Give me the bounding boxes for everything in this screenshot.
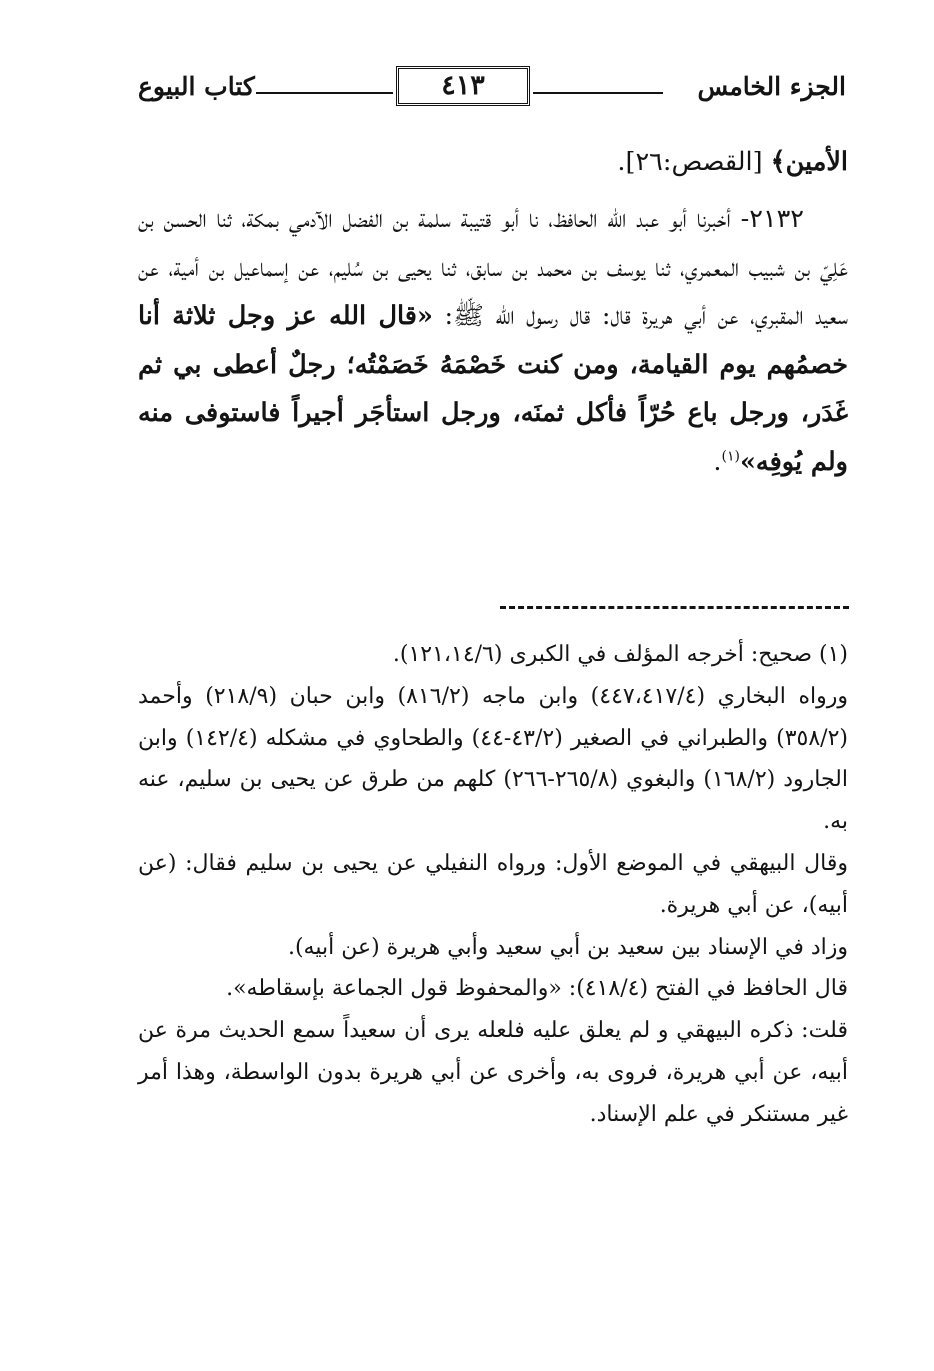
- footnotes: [138, 634, 848, 1136]
- footnote-takhrij: ورواه البخاري (٤٤٧،٤١٧/٤) وابن ماجه (٨١٦/٢) وابن حبان (٢١٨/٩) وأحمد (٣٥٨/٢) والطبراني في الصغير (٤٣/٢-٤٤) والطحاوي في مشكله (١٤٢/٤) وابن الجارود (١٦٨/٢) والبغوي (٢٦٥/٨-٢٦٦) كلهم من طرق عن يحيى بن سليم، عنه به.: [138, 683, 848, 835]
- footnote-bayhaqi: وقال البيهقي في الموضع الأول: ورواه النفيلي عن يحيى بن سليم فقال: (عن أبيه)، عن أبي هريرة.: [138, 850, 848, 918]
- hadith-paragraph: [138, 195, 848, 486]
- running-header: [138, 62, 846, 114]
- footnote-comment: قلت: ذكره البيهقي و لم يعلق عليه فلعله يرى أن سعيداً سمع الحديث مرة عن أبيه، عن أبي هريرة، فروى به، وأخرى عن أبي هريرة بدون الواسطة، وهذا أمر غير مستنكر في علم الإسناد.: [138, 1018, 848, 1127]
- hadith-end: .: [713, 446, 722, 477]
- verse-end: الأمين﴾: [770, 147, 848, 177]
- footnote-1: (١) صحيح: أخرجه المؤلف في الكبرى (١٢١،١٤/٦).: [392, 642, 848, 667]
- footnote-reference: (١): [721, 448, 740, 464]
- book-title: كتاب البيوع: [138, 72, 255, 101]
- header-rule-right: [533, 92, 663, 94]
- main-text: [138, 140, 848, 486]
- part-title: الجزء الخامس: [697, 72, 846, 101]
- page-number-box: ٤١٣: [396, 66, 530, 106]
- verse-reference: [القصص:٢٦].: [617, 147, 771, 177]
- footnote-hafiz: قال الحافظ في الفتح (٤١٨/٤): «والمحفوظ قول الجماعة بإسقاطه».: [226, 976, 848, 1002]
- verse-line: [138, 140, 848, 185]
- footnote-separator: [500, 606, 849, 609]
- hadith-matn: «قال الله عز وجل ثلاثة أنا خصمُهم يوم القيامة، ومن كنت خَصْمَهُ خَصَمْتُه؛ رجلٌ أعطى بي ثم غَدَر، ورجل باع حُرّاً فأكل ثمنَه، ورجل استأجَر أجيراً فاستوفى منه ولم يُوفِه»: [138, 301, 848, 477]
- header-rule-left: [256, 92, 393, 94]
- hadith-isnad: ٢١٣٢- أخبرنا أبو عبد الله الحافظ، نا أبو قتيبة سلمة بن الفضل الآدمي بمكة، ثنا الحسن بن عَلِيّ بن شبيب المعمري، ثنا يوسف بن محمد بن سابق، ثنا يحيى بن سُليم، عن إسماعيل بن أمية، عن سعيد المقبري، عن أبي هريرة قال: قال رسول الله ﷺ:: [138, 204, 848, 331]
- footnote-addition: وزاد في الإسناد بين سعيد بن أبي سعيد وأبي هريرة (عن أبيه).: [287, 934, 848, 960]
